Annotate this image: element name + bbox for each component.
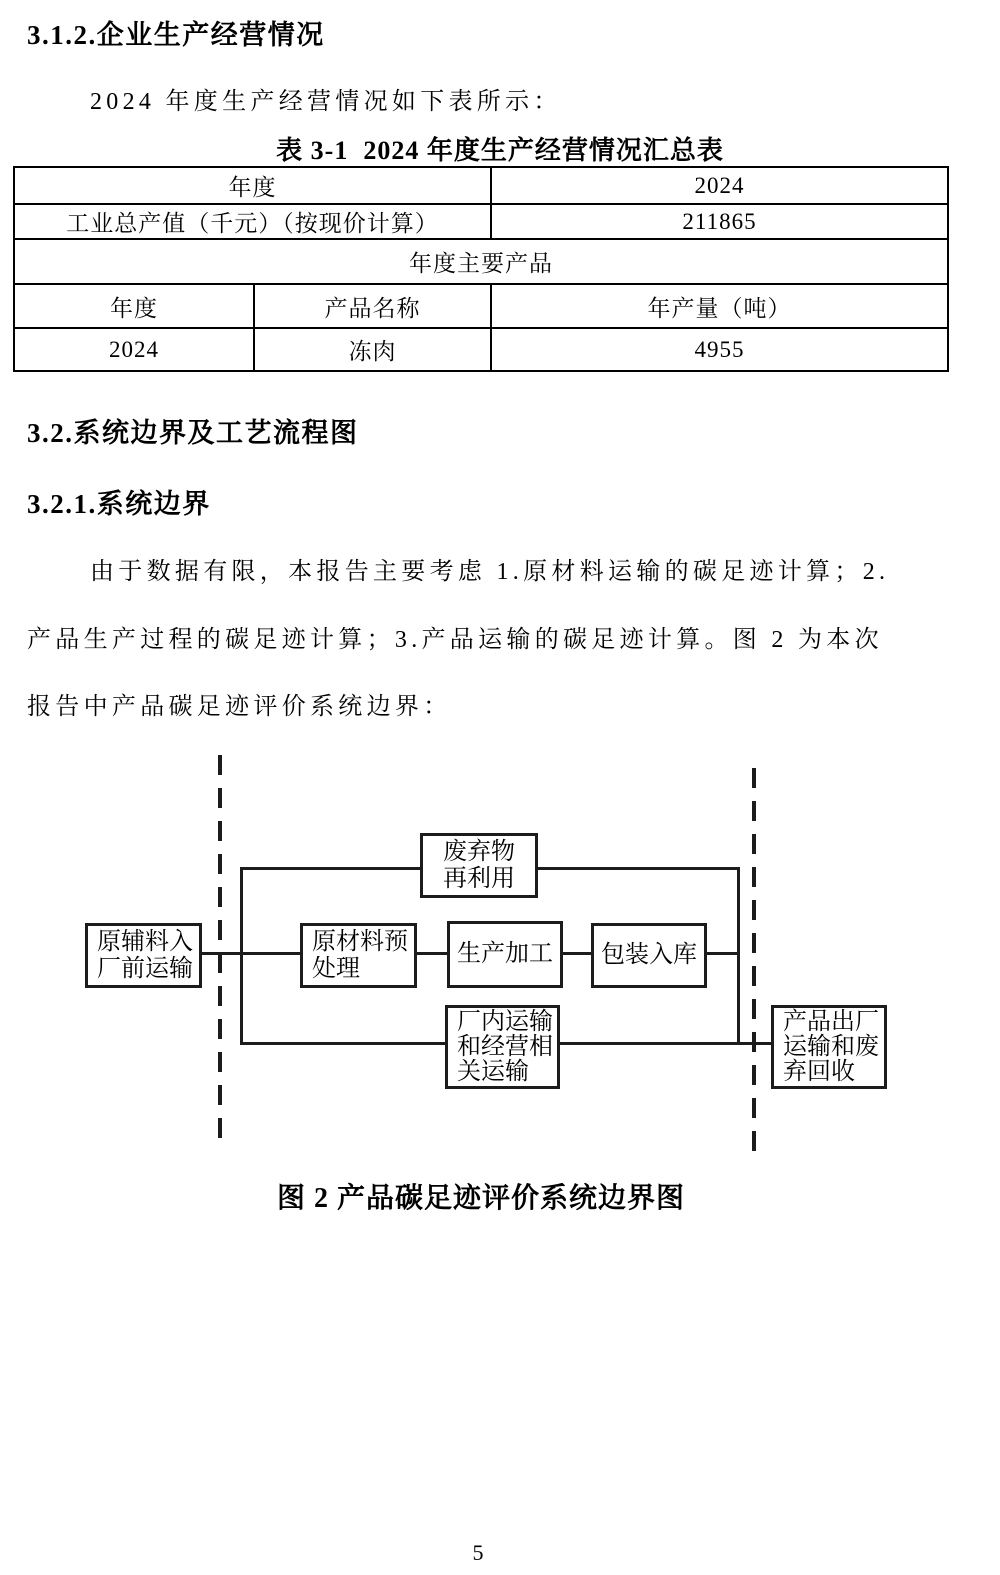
box-text-line: 废弃物 bbox=[443, 838, 515, 865]
connector-production-to-packaging bbox=[561, 952, 593, 955]
table-row-product bbox=[14, 328, 948, 371]
connector-packaging-to-bus bbox=[705, 952, 740, 955]
box-text-line: 运输和废 bbox=[783, 1033, 879, 1060]
product-name-cell: 冻肉 bbox=[254, 328, 491, 371]
section-heading-3-2: 3.2.系统边界及工艺流程图 bbox=[27, 418, 359, 448]
paragraph-3-2-1-line-3: 报告中产品碳足迹评价系统边界： bbox=[27, 694, 452, 720]
box-text-line: 包装入库 bbox=[601, 942, 697, 968]
paragraph-3-2-1-line-2: 产品生产过程的碳足迹计算；3.产品运输的碳足迹计算。图 2 为本次 bbox=[27, 627, 883, 653]
diagram-box-raw-pretreatment bbox=[300, 923, 417, 988]
vertical-bus-right bbox=[737, 867, 740, 1045]
connector-bottom-branch-left bbox=[240, 1042, 447, 1045]
box-text-line: 原辅料入 bbox=[97, 928, 193, 955]
box-text-line: 厂内运输 bbox=[457, 1008, 553, 1035]
system-boundary-dashed-line-right bbox=[752, 768, 756, 1153]
products-header-cell: 年度主要产品 bbox=[14, 239, 948, 284]
diagram-box-production bbox=[447, 921, 563, 988]
connector-top-branch-right bbox=[536, 867, 739, 870]
production-summary-table bbox=[13, 166, 949, 372]
section-heading-3-2-1: 3.2.1.系统边界 bbox=[27, 489, 211, 519]
table-row-column-headers bbox=[14, 284, 948, 328]
connector-top-branch-left bbox=[240, 867, 423, 870]
table-caption: 表 3-1 2024 年度生产经营情况汇总表 bbox=[276, 136, 724, 165]
output-label-cell: 工业总产值（千元）（按现价计算） bbox=[14, 204, 491, 239]
connector-pretreatment-to-production bbox=[415, 952, 449, 955]
connector-bottom-branch-right bbox=[558, 1042, 773, 1045]
product-output-cell: 4955 bbox=[491, 328, 948, 371]
box-text-line: 关运输 bbox=[457, 1058, 529, 1085]
diagram-box-outbound-recycle bbox=[771, 1005, 887, 1089]
box-text-line: 处理 bbox=[312, 955, 360, 982]
paragraph-3-2-1-line-1: 由于数据有限，本报告主要考虑 1.原材料运输的碳足迹计算；2. bbox=[90, 559, 890, 585]
vertical-bus-left bbox=[240, 867, 243, 1045]
paragraph-3-1-2: 2024 年度生产经营情况如下表所示： bbox=[90, 89, 562, 115]
year-value-cell: 2024 bbox=[491, 167, 948, 204]
table-row-output-value bbox=[14, 204, 948, 239]
box-text-line: 和经营相 bbox=[457, 1033, 553, 1060]
system-boundary-dashed-line-left bbox=[218, 755, 222, 1140]
product-year-cell: 2024 bbox=[14, 328, 254, 371]
box-text-line: 生产加工 bbox=[457, 941, 553, 967]
table-row-year bbox=[14, 167, 948, 204]
table-row-products-header bbox=[14, 239, 948, 284]
year-label-cell: 年度 bbox=[14, 167, 491, 204]
diagram-box-waste-reuse bbox=[420, 833, 538, 898]
col-header-product-name: 产品名称 bbox=[254, 284, 491, 328]
diagram-box-inbound-transport bbox=[85, 923, 202, 988]
box-text-line: 再利用 bbox=[443, 865, 515, 892]
section-heading-3-1-2: 3.1.2.企业生产经营情况 bbox=[27, 20, 325, 50]
diagram-box-packaging bbox=[591, 923, 707, 988]
box-text-line: 原材料预 bbox=[312, 928, 408, 955]
box-text-line: 厂前运输 bbox=[97, 955, 193, 982]
connector-inbound-to-pretreatment bbox=[202, 952, 303, 955]
box-text-line: 弃回收 bbox=[783, 1058, 855, 1085]
page-number: 5 bbox=[472, 1540, 484, 1565]
diagram-box-internal-transport bbox=[445, 1005, 560, 1089]
figure-caption: 图 2 产品碳足迹评价系统边界图 bbox=[276, 1183, 685, 1214]
output-value-cell: 211865 bbox=[491, 204, 948, 239]
col-header-year: 年度 bbox=[14, 284, 254, 328]
box-text-line: 产品出厂 bbox=[783, 1008, 879, 1035]
col-header-annual-output: 年产量（吨） bbox=[491, 284, 948, 328]
